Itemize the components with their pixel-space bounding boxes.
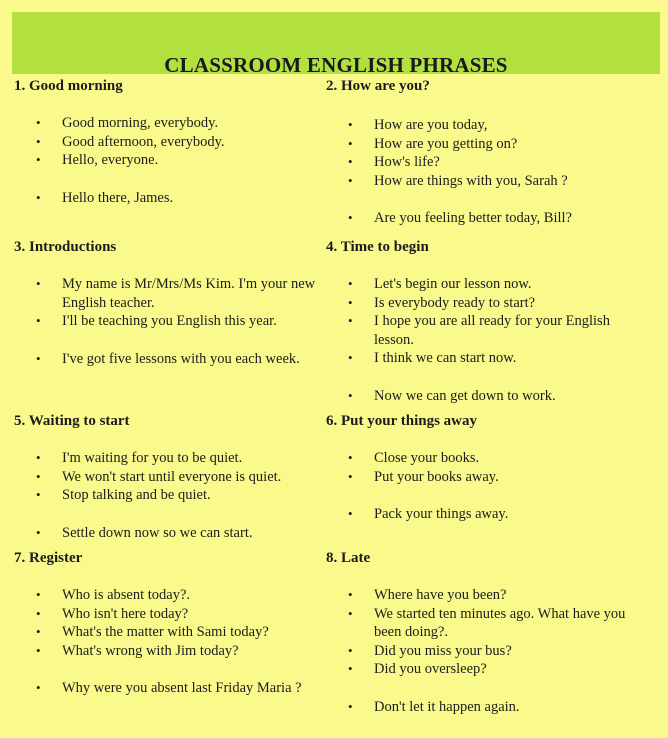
phrase-list bbox=[326, 449, 646, 524]
phrase-item: • How are you today, bbox=[326, 116, 646, 135]
phrase-list bbox=[14, 275, 334, 368]
title-banner bbox=[12, 12, 660, 77]
phrase-item: • Pack your things away. bbox=[326, 505, 646, 524]
phrase-item: • Don't let it happen again. bbox=[326, 698, 646, 717]
phrase-item: • I'm waiting for you to be quiet. bbox=[14, 449, 334, 468]
phrase-item: • Did you oversleep? bbox=[326, 660, 646, 679]
phrase-item: • Let's begin our lesson now. bbox=[326, 275, 646, 294]
phrase-item: • Hello, everyone. bbox=[14, 151, 334, 170]
section-heading: 7. Register bbox=[14, 550, 83, 566]
section-introductions bbox=[14, 238, 334, 368]
section-put-your-things-away bbox=[326, 412, 646, 524]
phrase-item: • How are things with you, Sarah ? bbox=[326, 172, 646, 191]
phrase-item: • Who isn't here today? bbox=[14, 605, 334, 624]
phrase-item: • We started ten minutes ago. What have you been doing?. bbox=[326, 605, 646, 642]
phrase-list bbox=[326, 116, 646, 228]
phrase-item: • What's wrong with Jim today? bbox=[14, 642, 334, 661]
section-heading: 8. Late bbox=[326, 550, 371, 566]
phrase-item: • Did you miss your bus? bbox=[326, 642, 646, 661]
phrase-item: • Where have you been? bbox=[326, 586, 646, 605]
phrase-item: • Are you feeling better today, Bill? bbox=[326, 209, 646, 228]
section-time-to-begin bbox=[326, 238, 646, 405]
phrase-item: • Hello there, James. bbox=[14, 189, 334, 208]
phrase-item: • Good afternoon, everybody. bbox=[14, 133, 334, 152]
section-register bbox=[14, 549, 334, 698]
section-late bbox=[326, 549, 646, 716]
phrase-item: • Settle down now so we can start. bbox=[14, 524, 334, 543]
phrase-list bbox=[14, 114, 334, 207]
phrase-item: • I'll be teaching you English this year. bbox=[14, 312, 334, 331]
section-heading: 4. Time to begin bbox=[326, 239, 429, 255]
phrase-item: • Put your books away. bbox=[326, 468, 646, 487]
page-title: CLASSROOM ENGLISH PHRASES bbox=[164, 53, 508, 77]
phrase-item: • Now we can get down to work. bbox=[326, 387, 646, 406]
section-waiting-to-start bbox=[14, 412, 334, 542]
phrase-item: • How's life? bbox=[326, 153, 646, 172]
phrase-item: • Why were you absent last Friday Maria ? bbox=[14, 679, 334, 698]
phrase-list bbox=[14, 449, 334, 542]
section-heading: 5. Waiting to start bbox=[14, 413, 130, 429]
phrase-item: • Is everybody ready to start? bbox=[326, 294, 646, 313]
phrase-list bbox=[14, 586, 334, 698]
phrase-item: • I think we can start now. bbox=[326, 349, 646, 368]
phrase-item: • We won't start until everyone is quiet. bbox=[14, 468, 334, 487]
phrase-item: • I've got five lessons with you each week. bbox=[14, 350, 334, 369]
section-good-morning bbox=[14, 77, 334, 207]
phrase-item: • What's the matter with Sami today? bbox=[14, 623, 334, 642]
section-heading: 2. How are you? bbox=[326, 78, 430, 94]
section-how-are-you bbox=[326, 77, 646, 228]
phrase-item: • Who is absent today?. bbox=[14, 586, 334, 605]
section-heading: 1. Good morning bbox=[14, 78, 123, 94]
phrase-list bbox=[326, 586, 646, 716]
phrase-item: • Stop talking and be quiet. bbox=[14, 486, 334, 505]
phrase-item: • How are you getting on? bbox=[326, 135, 646, 154]
phrase-item: • I hope you are all ready for your English lesson. bbox=[326, 312, 646, 349]
phrase-list bbox=[326, 275, 646, 405]
phrase-item: • Good morning, everybody. bbox=[14, 114, 334, 133]
phrase-item: • Close your books. bbox=[326, 449, 646, 468]
phrase-item: • My name is Mr/Mrs/Ms Kim. I'm your new English teacher. bbox=[14, 275, 334, 312]
section-heading: 6. Put your things away bbox=[326, 413, 477, 429]
section-heading: 3. Introductions bbox=[14, 239, 117, 255]
